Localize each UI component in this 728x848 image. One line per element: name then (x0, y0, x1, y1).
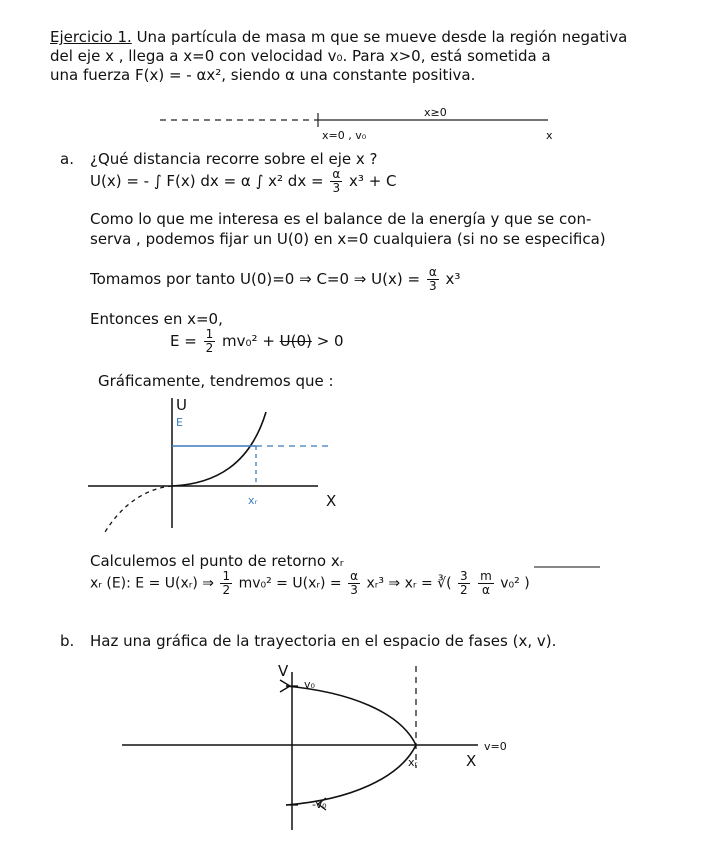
part-a-label: a. (60, 150, 74, 168)
turning-eq-mid-2: xᵣ³ ⇒ xᵣ = ∛( (366, 575, 452, 592)
potential-curve-negative (105, 486, 172, 532)
turning-fraction-1 (220, 570, 232, 597)
phase-xr-label: xᵣ (408, 756, 418, 769)
take-frac-den: 3 (428, 279, 437, 293)
phase-v0-top-label: v₀ (304, 678, 315, 691)
potential-equation (90, 168, 397, 195)
graph-a-e-label: E (176, 416, 183, 429)
turning-f3-den: 2 (459, 583, 468, 597)
turning-eq-left: xᵣ (E): E = U(xᵣ) ⇒ (90, 575, 215, 592)
phase-v-label: V (278, 662, 289, 680)
potential-frac-num: α (332, 167, 341, 181)
exercise-title: Ejercicio 1. (50, 28, 132, 46)
axis-label-x-end: x (546, 129, 553, 142)
turning-f3-num: 3 (459, 569, 468, 583)
comment-line-2: serva , podemos fijar un U(0) en x=0 cualquiera (si no se especifica) (90, 230, 606, 248)
turning-fraction-3 (458, 570, 470, 597)
energy-eq-struck: U(0) (279, 332, 312, 350)
part-a-question: ¿Qué distancia recorre sobre el eje x ? (90, 150, 378, 168)
turning-f1-den: 2 (222, 583, 231, 597)
graph-a-x-label: X (326, 492, 337, 510)
potential-eq-left: U(x) = - ∫ F(x) dx = α ∫ x² dx = (90, 172, 324, 190)
phase-space-graph (122, 666, 478, 830)
turning-intro: Calculemos el punto de retorno xᵣ (90, 552, 344, 570)
energy-eq-left: E = (170, 332, 197, 350)
turning-f2-den: 3 (350, 583, 358, 597)
then-line: Entonces en x=0, (90, 310, 223, 328)
energy-eq-right: > 0 (316, 332, 344, 350)
potential-graph (88, 398, 328, 532)
phase-trajectory-lower (286, 745, 416, 805)
turning-f4-den: α (481, 583, 490, 597)
phase-vzero-label: v=0 (484, 740, 507, 753)
energy-frac-den: 2 (205, 341, 214, 355)
take-eq-right: x³ (445, 270, 461, 288)
turning-f2-num: α (350, 569, 358, 583)
part-b-question: Haz una gráfica de la trayectoria en el espacio de fases (x, v). (90, 632, 557, 650)
axis-label-x-positive: x≥0 (424, 106, 447, 119)
energy-frac-num: 1 (205, 327, 214, 341)
take-frac-num: α (428, 265, 437, 279)
intro-line-3: una fuerza F(x) = - αx², siendo α una constante positiva. (50, 66, 476, 84)
energy-equation (170, 328, 344, 355)
axis-label-origin: x=0 , v₀ (322, 129, 367, 142)
phase-v0-bottom-label: -v₀ (312, 798, 327, 811)
intro-line-2: del eje x , llega a x=0 con velocidad v₀. Para x>0, está sometida a (50, 47, 551, 65)
turning-fraction-2 (348, 570, 360, 597)
take-fraction (427, 266, 439, 293)
potential-eq-right: x³ + C (349, 172, 397, 190)
potential-frac-den: 3 (332, 181, 341, 195)
phase-trajectory-upper (286, 686, 416, 745)
turning-f4-num: m (480, 569, 492, 583)
potential-curve (172, 412, 266, 486)
part-b-label: b. (60, 632, 75, 650)
graph-a-u-label: U (176, 396, 187, 414)
turning-equation (90, 570, 530, 597)
turning-eq-right: v₀² ) (500, 575, 530, 592)
comment-line-1: Como lo que me interesa es el balance de la energía y que se con- (90, 210, 592, 228)
energy-eq-mid: mv₀² + (222, 332, 275, 350)
phase-x-label: X (466, 752, 477, 770)
graph-a-xr-label: xᵣ (248, 494, 258, 507)
graph-intro: Gráficamente, tendremos que : (98, 372, 334, 390)
turning-eq-mid-1: mv₀² = U(xᵣ) = (238, 575, 342, 592)
potential-fraction (330, 168, 342, 195)
energy-fraction (204, 328, 216, 355)
turning-fraction-4 (478, 570, 494, 597)
turning-f1-num: 1 (222, 569, 231, 583)
intro-line-1: Una partícula de masa m que se mueve desde la región negativa (136, 28, 628, 46)
take-eq-left: Tomamos por tanto U(0)=0 ⇒ C=0 ⇒ U(x) = (90, 270, 421, 288)
take-equation (90, 266, 460, 293)
